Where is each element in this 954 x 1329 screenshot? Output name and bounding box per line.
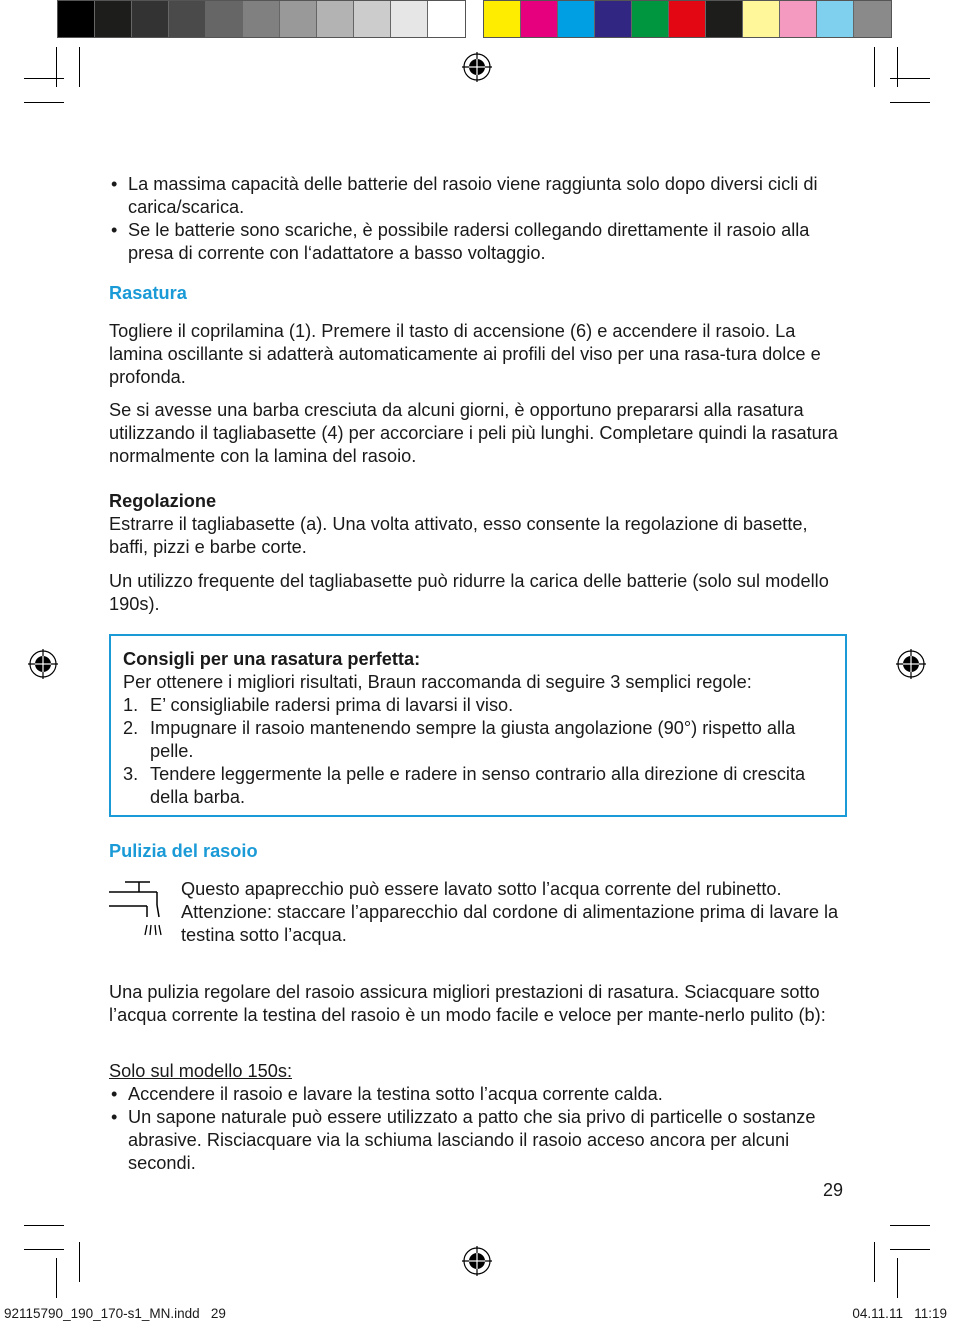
color-swatch	[169, 1, 206, 37]
list-item: • La massima capacità delle batterie del rasoio viene raggiunta solo dopo diversi cicli di carica/scarica.	[109, 173, 847, 219]
color-swatch	[595, 1, 632, 37]
paragraph: Una pulizia regolare del rasoio assicura migliori prestazioni di rasatura. Sciacquare sotto l’acqua corrente la testina del rasoio è un modo facile e veloce per mante-nerlo pulito (b):	[109, 982, 826, 1025]
color-swatch	[317, 1, 354, 37]
list-item	[123, 694, 832, 717]
color-swatch	[558, 1, 595, 37]
sub-heading-regolazione: Regolazione	[109, 491, 217, 511]
tips-intro: Per ottenere i migliori risultati, Braun raccomanda di seguire 3 semplici regole:	[123, 672, 752, 692]
color-swatch	[95, 1, 132, 37]
crop-mark	[890, 1249, 930, 1250]
crop-mark	[79, 1242, 80, 1282]
list-number: 3.	[123, 764, 139, 784]
color-swatch	[132, 1, 169, 37]
paragraph: Estrarre il tagliabasette (a). Una volta attivato, esso consente la regolazione di basette, baffi, pizzi e barbe corte.	[109, 514, 808, 557]
list-text: Impugnare il rasoio mantenendo sempre la giusta angolazione (90°) rispetto alla pelle.	[150, 718, 796, 761]
crop-mark	[56, 1258, 57, 1298]
list-item	[123, 763, 832, 809]
tips-title: Consigli per una rasatura perfetta:	[123, 649, 421, 669]
crop-mark	[874, 1242, 875, 1282]
tips-box	[109, 634, 847, 817]
list-item: • Se le batterie sono scariche, è possibile radersi collegando direttamente il rasoio alla presa di corrente con l‘adattatore a basso voltaggio.	[109, 219, 847, 265]
tips-list	[123, 694, 832, 809]
crop-mark	[79, 47, 80, 87]
tap-instructions	[181, 878, 847, 947]
color-swatch	[243, 1, 280, 37]
list-text: E’ consigliabile radersi prima di lavarsi il viso.	[150, 695, 514, 715]
color-swatch	[484, 1, 521, 37]
model-label	[109, 1060, 847, 1083]
model-label-text: Solo sul modello 150s:	[109, 1061, 292, 1081]
cleaning-bullet-list	[109, 1083, 847, 1175]
color-swatch	[780, 1, 817, 37]
color-swatch	[280, 1, 317, 37]
crop-mark	[56, 47, 57, 87]
paragraph: Questo apaprecchio può essere lavato sotto l’acqua corrente del rubinetto.	[181, 879, 782, 899]
color-swatch	[743, 1, 780, 37]
paragraph: Togliere il coprilamina (1). Premere il tasto di accensione (6) e accendere il rasoio. La lamina oscillante si adatterà automaticamente ai profili del viso per una rasa-tura dolce e profonda.	[109, 321, 821, 387]
color-swatch	[854, 1, 891, 37]
crop-mark	[897, 47, 898, 87]
grayscale-color-bar	[57, 0, 466, 38]
crop-mark	[890, 102, 930, 103]
crop-mark	[24, 1249, 64, 1250]
color-swatch	[817, 1, 854, 37]
section-heading-rasatura: Rasatura	[109, 283, 187, 303]
color-swatch	[669, 1, 706, 37]
water-tap-icon	[109, 879, 165, 937]
registration-mark-icon	[28, 649, 58, 679]
registration-mark-icon	[462, 52, 492, 82]
list-item	[123, 717, 832, 763]
crop-mark	[897, 1258, 898, 1298]
paragraph: Attenzione: staccare l’apparecchio dal cordone di alimentazione prima di lavare la testina sotto l’acqua.	[181, 902, 839, 945]
color-swatch	[632, 1, 669, 37]
list-number: 2.	[123, 718, 139, 738]
crop-mark	[24, 1225, 64, 1226]
color-swatch	[354, 1, 391, 37]
color-swatch	[706, 1, 743, 37]
registration-mark-icon	[896, 649, 926, 679]
paragraph: Se si avesse una barba cresciuta da alcuni giorni, è opportuno prepararsi alla rasatura utilizzando il tagliabasette (4) per accorciare i peli più lunghi. Completare quindi la rasatura normalmente con la lamina del rasoio.	[109, 400, 838, 466]
crop-mark	[24, 78, 64, 79]
intro-bullet-list	[109, 173, 847, 265]
list-number: 1.	[123, 695, 139, 715]
list-text: Tendere leggermente la pelle e radere in senso contrario alla direzione di crescita della barba.	[150, 764, 806, 807]
section-heading-pulizia: Pulizia del rasoio	[109, 841, 258, 861]
crop-mark	[24, 102, 64, 103]
crop-mark	[874, 47, 875, 87]
color-swatch	[428, 1, 465, 37]
crop-mark	[890, 78, 930, 79]
color-swatch	[391, 1, 428, 37]
crop-mark	[890, 1225, 930, 1226]
registration-mark-icon	[462, 1246, 492, 1276]
list-item: • Un sapone naturale può essere utilizzato a patto che sia privo di particelle o sostanze abrasive. Risciacquare via la schiuma lasciando il rasoio acceso ancora per alcuni secondi.	[109, 1106, 847, 1175]
process-color-bar	[483, 0, 892, 38]
footer-file-name: 92115790_190_170-s1_MN.indd 29	[4, 1306, 226, 1321]
page-number: 29	[823, 1180, 844, 1200]
color-swatch	[58, 1, 95, 37]
paragraph: Un utilizzo frequente del tagliabasette può ridurre la carica delle batterie (solo sul modello 190s).	[109, 571, 829, 614]
color-swatch	[521, 1, 558, 37]
list-item: • Accendere il rasoio e lavare la testina sotto l’acqua corrente calda.	[109, 1083, 847, 1106]
footer-date: 04.11.11 11:19	[852, 1306, 947, 1321]
color-swatch	[206, 1, 243, 37]
